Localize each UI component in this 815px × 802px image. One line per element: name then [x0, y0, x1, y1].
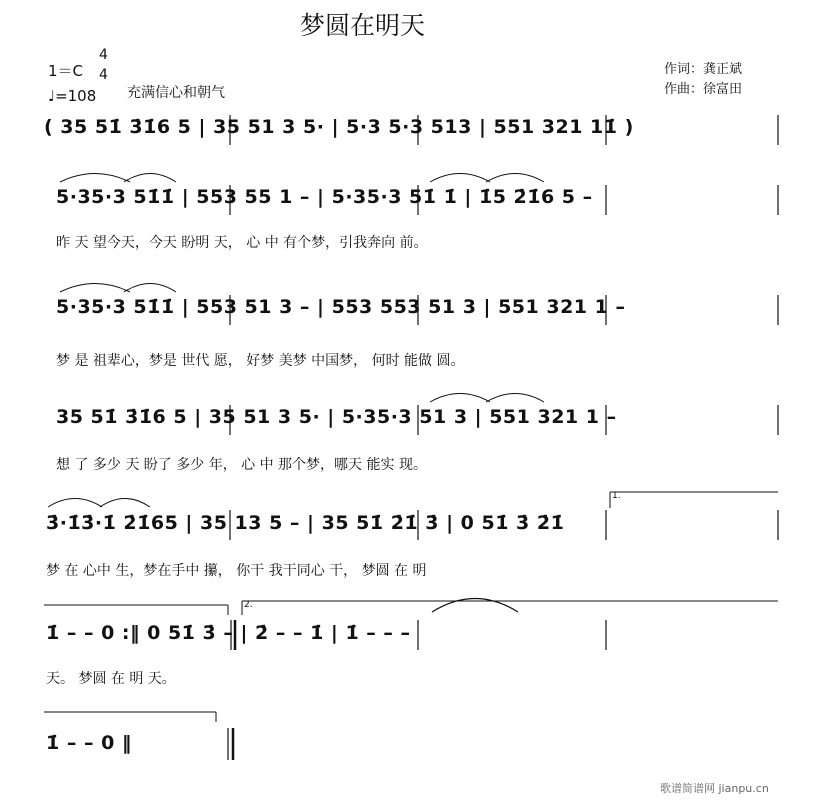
notation-row-5: 3̇·1̇3̇·1̇ 2̇1̇65 | 35 13 5 – | 35 51̇ 2̇1̇ 3̇ | 0 51̇ 3̇ 2̇1̇: [46, 512, 565, 534]
notation-row-2: 5·35·3 51̇1̇ | 553 55 1 – | 5·35·3 51̇ 1̇ | 1̇5 2̇1̇6 5 –: [56, 186, 593, 208]
tempo-marking: ♩=108: [48, 87, 97, 105]
second-ending-label: 2.: [244, 600, 253, 610]
notation-row-4: 35 51̇ 3̇1̇6 5 | 35 51 3 5· | 5·35·3 51 3 | 551 321 1 –: [56, 406, 617, 428]
lyric-row-2: 昨 天 望今天，今天 盼明 天， 心 中 有个梦，引我奔向 前。: [56, 235, 428, 251]
notation-row-7: 1̇ – – 0 ‖: [46, 732, 132, 754]
lyricist-credit: 作词：龚正斌: [664, 62, 743, 77]
page-title: 梦圆在明天: [300, 11, 426, 40]
notation-row-1: ( 35 51̇ 3̇1̇6 5 | 35 51 3 5· | 5·3 5·3 513 | 551 321 11̇ ): [44, 116, 634, 138]
notation-row-6: 1̇ – – 0 :‖ 0 51̇ 3̇ – | 2̇ – – 1̇ | 1̇ – – –: [46, 622, 411, 644]
lyric-row-6: 天。 梦圆 在 明 天。: [46, 671, 176, 687]
lyric-row-4: 想 了 多少 天 盼了 多少 年， 心 中 那个梦，哪天 能实 现。: [56, 457, 427, 473]
first-ending-label: 1.: [612, 491, 621, 501]
time-signature-numerator: 4: [99, 47, 108, 63]
notation-row-3: 5·35·3 51̇1̇ | 553 51 3 – | 553 553 51 3 | 551 321 1 –: [56, 296, 626, 318]
lyric-row-5: 梦 在 心中 生，梦在手中 攥， 你干 我干同心 干， 梦圆 在 明: [46, 563, 427, 579]
expression-marking: 充满信心和朝气: [127, 85, 225, 101]
time-signature-denominator: 4: [99, 67, 108, 83]
key-signature: 1＝C: [48, 62, 84, 80]
composer-credit: 作曲：徐富田: [664, 82, 743, 97]
watermark: 歌谱简谱网 jianpu.cn: [660, 782, 769, 795]
lyric-row-3: 梦 是 祖辈心，梦是 世代 愿， 好梦 美梦 中国梦， 何时 能做 圆。: [56, 353, 465, 369]
